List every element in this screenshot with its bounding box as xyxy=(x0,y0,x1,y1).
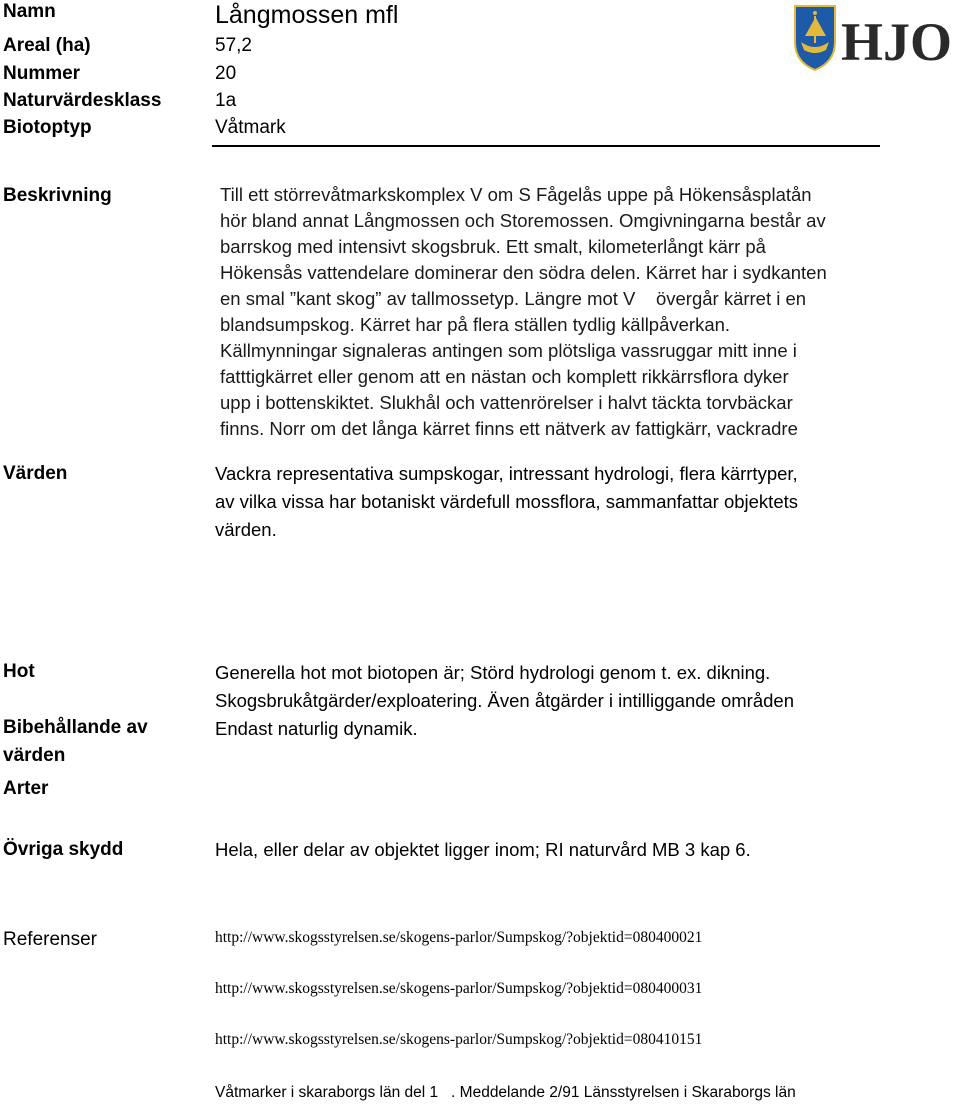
logo-text: HJO xyxy=(841,12,953,72)
header-divider xyxy=(212,145,880,147)
varden-line: av vilka vissa har botaniskt värdefull mossflora, sammanfattar objektets xyxy=(215,491,798,512)
hot-label: Hot xyxy=(3,661,35,682)
bibehallande-label-line2: värden xyxy=(3,745,66,766)
hot-text xyxy=(215,659,905,743)
varden-label: Värden xyxy=(3,463,68,484)
varden-line: Vackra representativa sumpskogar, intressant hydrologi, flera kärrtyper, xyxy=(215,463,798,484)
varden-line: värden. xyxy=(215,519,277,540)
referenser-label: Referenser xyxy=(3,929,97,950)
beskrivning-line: Till ett störrevåtmarkskomplex V om S Fågelås uppe på Hökensåsplatån xyxy=(220,184,812,205)
biotoptyp-label: Biotoptyp xyxy=(3,117,92,138)
reference-link-2[interactable]: http://www.skogsstyrelsen.se/skogens-parlor/Sumpskog/?objektid=080400031 xyxy=(215,980,703,997)
beskrivning-label: Beskrivning xyxy=(3,185,112,206)
ovriga-skydd-text: Hela, eller delar av objektet ligger inom; RI naturvård MB 3 kap 6. xyxy=(215,839,751,860)
beskrivning-text xyxy=(220,182,880,457)
hjo-coat-of-arms-icon xyxy=(793,2,958,74)
ovriga-skydd-label: Övriga skydd xyxy=(3,839,124,860)
hot-line: Skogsbrukåtgärder/exploatering. Även åtgärder i intilliggande områden xyxy=(215,690,794,711)
reference-link-1[interactable]: http://www.skogsstyrelsen.se/skogens-parlor/Sumpskog/?objektid=080400021 xyxy=(215,929,703,946)
naturvardesklass-value: 1a xyxy=(215,90,237,111)
nummer-value: 20 xyxy=(215,63,237,84)
beskrivning-line: fatttigkärret eller genom att en nästan och komplett rikkärrsflora dyker xyxy=(220,366,789,387)
hjo-logo xyxy=(793,2,958,74)
reference-link-3[interactable]: http://www.skogsstyrelsen.se/skogens-parlor/Sumpskog/?objektid=080410151 xyxy=(215,1031,703,1048)
beskrivning-line: Hökensås vattendelare dominerar den södra delen. Kärret har i sydkanten xyxy=(220,262,827,283)
beskrivning-line: barrskog med intensivt skogsbruk. Ett smalt, kilometerlångt kärr på xyxy=(220,236,766,257)
bibehallande-text: Endast naturlig dynamik. xyxy=(215,718,418,739)
areal-label: Areal (ha) xyxy=(3,35,91,56)
beskrivning-line: blandsumpskog. Kärret har på flera ställen tydlig källpåverkan. xyxy=(220,314,731,335)
hot-line: Generella hot mot biotopen är; Störd hydrologi genom t. ex. dikning. xyxy=(215,662,771,683)
namn-value: Långmossen mfl xyxy=(215,1,399,29)
arter-label: Arter xyxy=(3,778,49,799)
bibehallande-label-line1: Bibehållande av xyxy=(3,717,148,738)
reference-publication: Våtmarker i skaraborgs län del 1 . Meddelande 2/91 Länsstyrelsen i Skaraborgs län xyxy=(215,1084,796,1101)
beskrivning-line: upp i bottenskiktet. Slukhål och vattenrörelser i halvt täckta torvbäckar xyxy=(220,392,793,413)
nummer-label: Nummer xyxy=(3,63,81,84)
beskrivning-line: en smal ”kant skog” av tallmossetyp. Längre mot V övergår kärret i en xyxy=(220,288,807,309)
namn-label: Namn xyxy=(3,1,56,22)
biotoptyp-value: Våtmark xyxy=(215,117,286,138)
areal-value: 57,2 xyxy=(215,35,252,56)
beskrivning-line: Källmynningar signaleras antingen som plötsliga vassruggar mitt inne i xyxy=(220,340,797,361)
varden-text xyxy=(215,460,905,544)
beskrivning-line: finns. Norr om det långa kärret finns ett nätverk av fattigkärr, vackradre xyxy=(220,418,798,439)
naturvardesklass-label: Naturvärdesklass xyxy=(3,90,162,111)
beskrivning-line: hör bland annat Långmossen och Storemossen. Omgivningarna består av xyxy=(220,210,826,231)
